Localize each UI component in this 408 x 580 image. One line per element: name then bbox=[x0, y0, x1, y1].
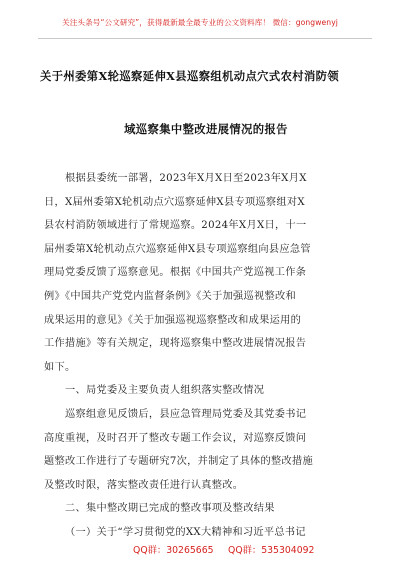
header-divider bbox=[38, 38, 372, 39]
document-title-line-1: 关于州委第X轮巡察延伸X县巡察组机动点穴式农村消防领 bbox=[40, 69, 340, 83]
document-title-line-2: 域巡察集中整改进展情况的报告 bbox=[124, 122, 288, 136]
body-line: 届州委第X轮机动点穴巡察延伸X县专项巡察组向县应急管 bbox=[44, 243, 311, 255]
header-banner: 关注头条号“公文研究”，获得最新最全最专业的公文资料库！ 微信：gongwenyj bbox=[62, 18, 338, 27]
body-line: 工作措施》等有关规定，现将巡察集中整改进展情况报告 bbox=[44, 338, 307, 350]
list-item-1: （一）关于“学习贯彻党的XX大精神和习近平总书记 bbox=[65, 527, 306, 538]
section-heading-2: 二、集中整改期已完成的整改事项及整改结果 bbox=[65, 503, 275, 515]
body-line: 县农村消防领域进行了常规巡察。2024年X月X日，十一 bbox=[44, 220, 307, 232]
section-heading-1: 一、局党委及主要负责人组织落实整改情况 bbox=[65, 385, 265, 397]
body-line: 理局党委反馈了巡察意见。根据《中国共产党巡视工作条 bbox=[44, 267, 307, 279]
footer-qq-group-1: QQ群：30265665 bbox=[133, 545, 214, 556]
body-line: 题整改工作进行了专题研究7次，并制定了具体的整改措施 bbox=[44, 456, 313, 468]
body-line: 如下。 bbox=[44, 361, 76, 373]
body-line: 成果运用的意见》《关于加强巡视巡察整改和成果运用的 bbox=[44, 314, 302, 326]
body-line: 日，X届州委第X轮机动点穴巡察延伸X县专项巡察组对X bbox=[44, 196, 305, 208]
body-line: 及整改时限，落实整改责任进行认真整改。 bbox=[44, 479, 244, 491]
footer-qq-group-2: QQ群：535304092 bbox=[228, 545, 315, 556]
body-line: 高度重视，及时召开了整改专题工作会议，对巡察反馈问 bbox=[44, 432, 307, 444]
body-line: 例》《中国共产党党内监督条例》《关于加强巡视整改和 bbox=[44, 291, 296, 302]
body-line: 巡察组意见反馈后，县应急管理局党委及其党委书记 bbox=[65, 409, 307, 420]
body-line: 根据县委统一部署，2023年X月X日至2023年X月X bbox=[65, 173, 307, 184]
